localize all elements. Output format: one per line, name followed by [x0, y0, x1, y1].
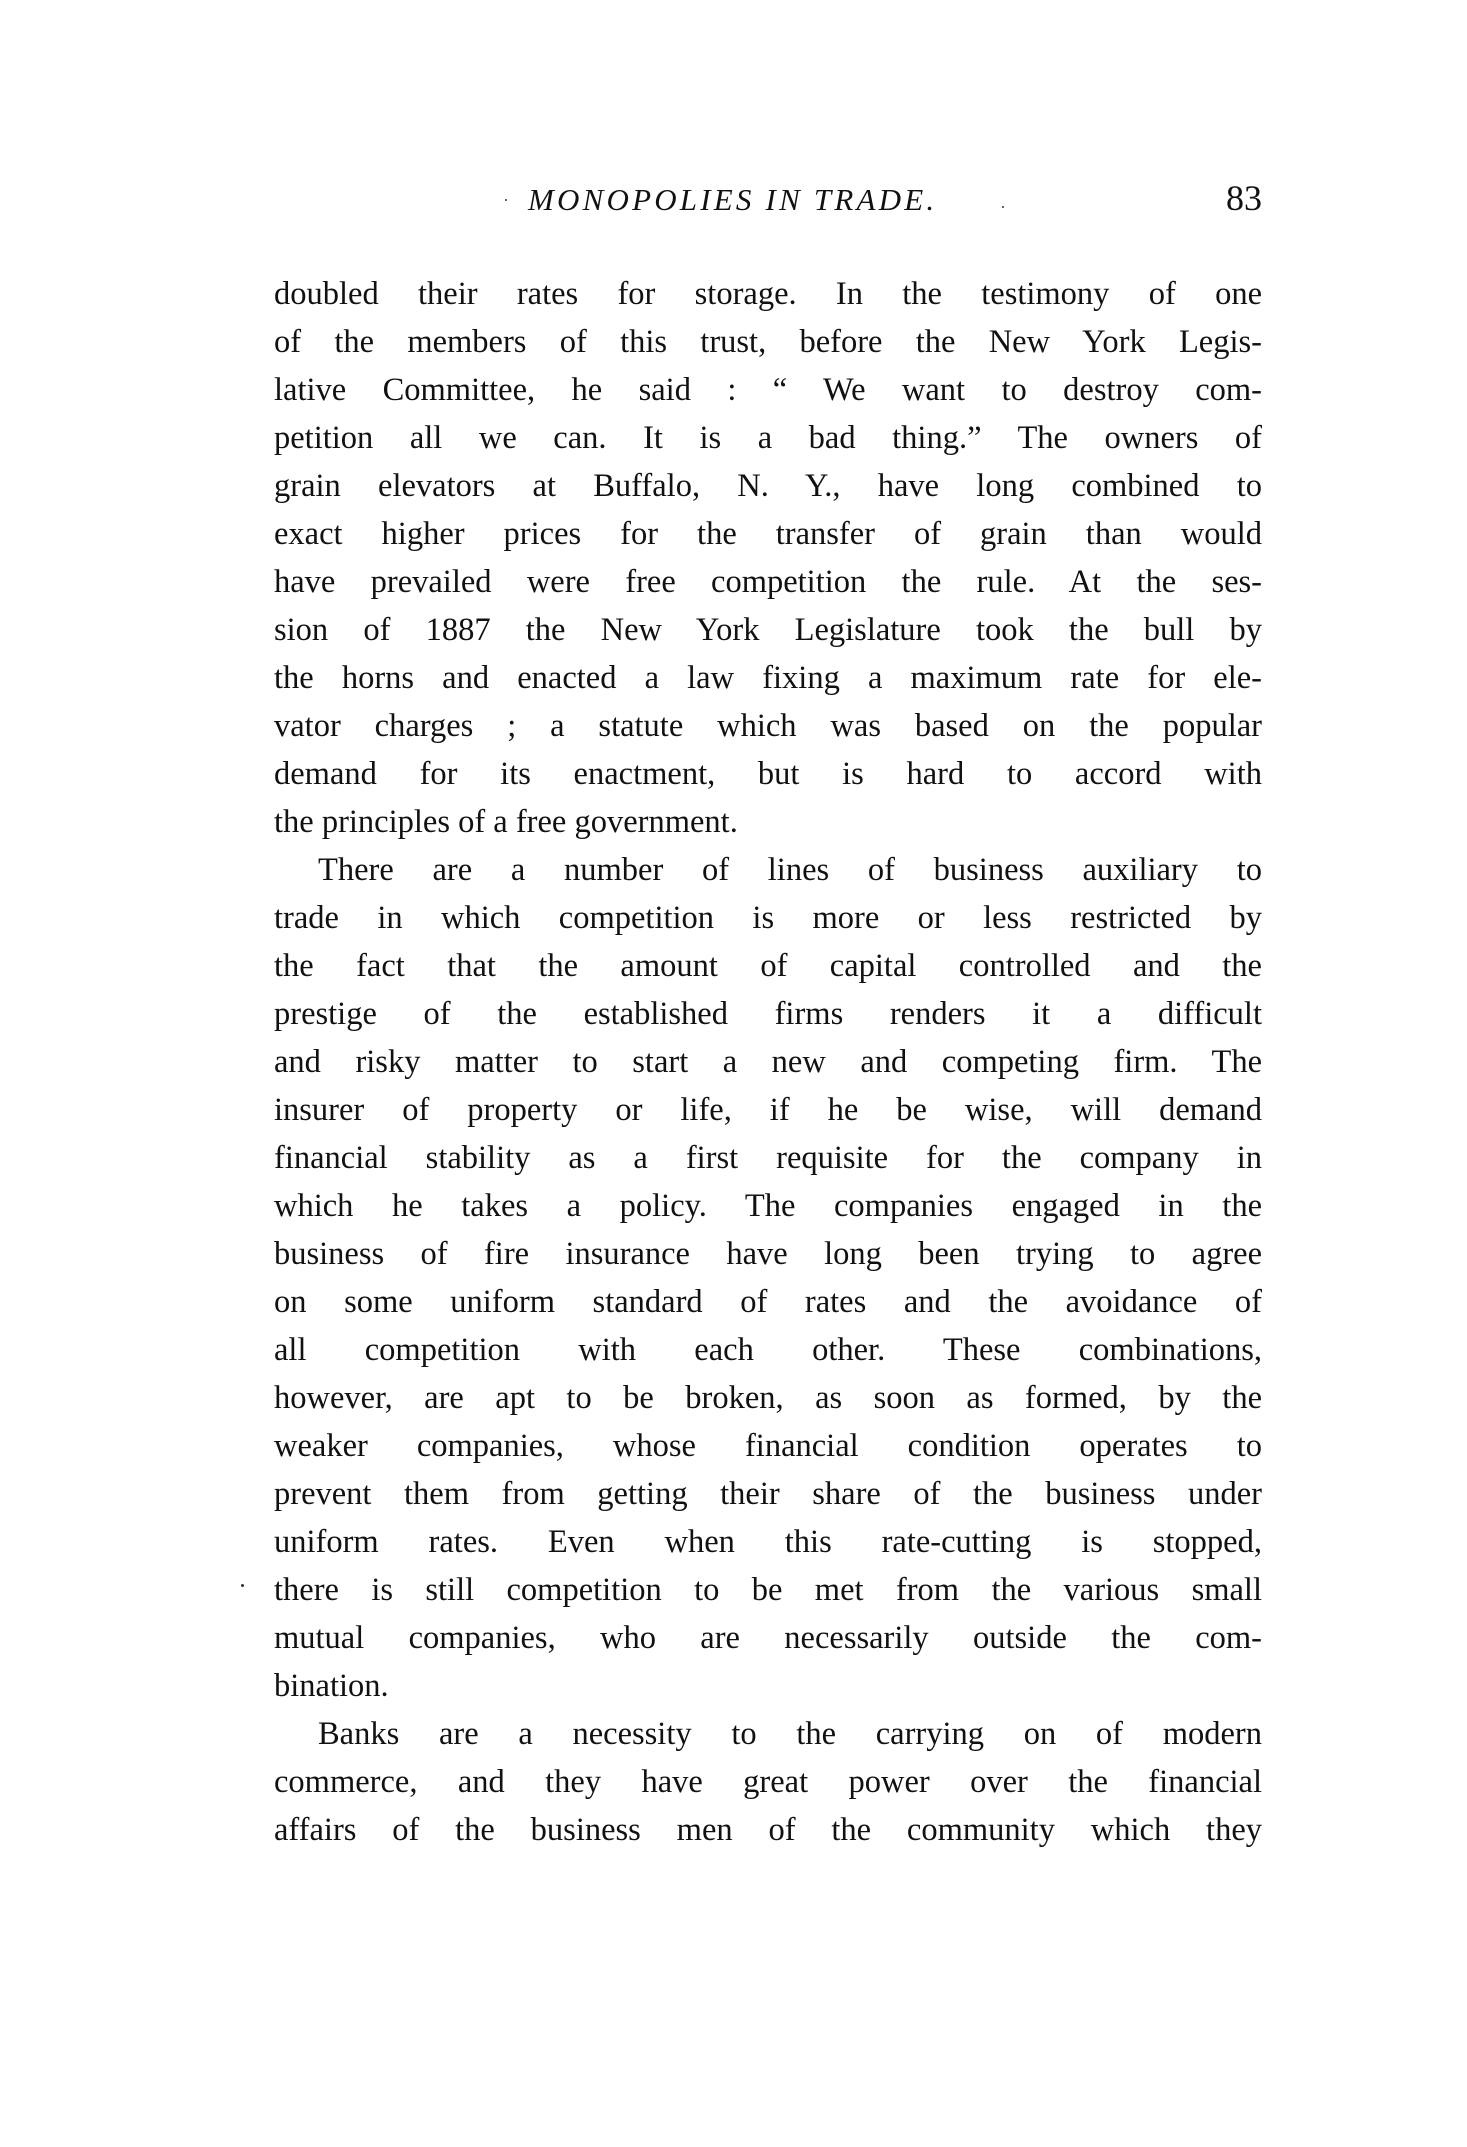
text-line: uniform rates. Even when this rate-cutting is stopped, [274, 1524, 1262, 1560]
text-line: grain elevators at Buffalo, N. Y., have long combined to [274, 468, 1262, 504]
text-line: weaker companies, whose financial condition operates to [274, 1428, 1262, 1464]
text-line: doubled their rates for storage. In the testimony of one [274, 276, 1262, 312]
text-line: insurer of property or life, if he be wise, will demand [274, 1092, 1262, 1128]
text-line: lative Committee, he said : “ We want to destroy com- [274, 372, 1262, 408]
text-line: of the members of this trust, before the New York Legis- [274, 324, 1262, 360]
text-line: There are a number of lines of business auxiliary to [318, 852, 1262, 888]
text-line: prevent them from getting their share of the business under [274, 1476, 1262, 1512]
text-line: all competition with each other. These combinations, [274, 1332, 1262, 1368]
text-line: Banks are a necessity to the carrying on of modern [318, 1716, 1262, 1752]
text-line: prestige of the established firms renders it a difficult [274, 996, 1262, 1032]
paragraph [274, 846, 1262, 1710]
scan-speck [1002, 206, 1004, 208]
text-line: vator charges ; a statute which was based on the popular [274, 708, 1262, 744]
paragraph [274, 1710, 1262, 1854]
paragraph [274, 270, 1262, 846]
text-line: petition all we can. It is a bad thing.” The owners of [274, 420, 1262, 456]
text-line: which he takes a policy. The companies engaged in the [274, 1188, 1262, 1224]
text-line: and risky matter to start a new and competing firm. The [274, 1044, 1262, 1080]
text-line: mutual companies, who are necessarily outside the com- [274, 1620, 1262, 1656]
running-head [274, 180, 1262, 220]
page-number: 83 [1226, 178, 1262, 218]
text-line: financial stability as a first requisite for the company in [274, 1140, 1262, 1176]
text-line: the horns and enacted a law fixing a maximum rate for ele- [274, 660, 1262, 696]
text-line: trade in which competition is more or less restricted by [274, 900, 1262, 936]
scan-speck [505, 199, 507, 201]
text-line: demand for its enactment, but is hard to accord with [274, 756, 1262, 792]
text-line: have prevailed were free competition the rule. At the ses- [274, 564, 1262, 600]
text-line: bination. [274, 1668, 389, 1704]
text-line: there is still competition to be met from the various small [274, 1572, 1262, 1608]
running-title: MONOPOLIES IN TRADE. [528, 182, 938, 217]
text-line: business of fire insurance have long been trying to agree [274, 1236, 1262, 1272]
text-line: the principles of a free government. [274, 804, 738, 840]
text-line: affairs of the business men of the community which they [274, 1812, 1262, 1848]
text-line: the fact that the amount of capital controlled and the [274, 948, 1262, 984]
text-line: commerce, and they have great power over the financial [274, 1764, 1262, 1800]
text-line: exact higher prices for the transfer of grain than would [274, 516, 1262, 552]
text-line: sion of 1887 the New York Legislature took the bull by [274, 612, 1262, 648]
scan-speck [241, 1584, 244, 1587]
text-line: however, are apt to be broken, as soon as formed, by the [274, 1380, 1262, 1416]
body-text [274, 270, 1262, 1854]
text-line: on some uniform standard of rates and the avoidance of [274, 1284, 1262, 1320]
